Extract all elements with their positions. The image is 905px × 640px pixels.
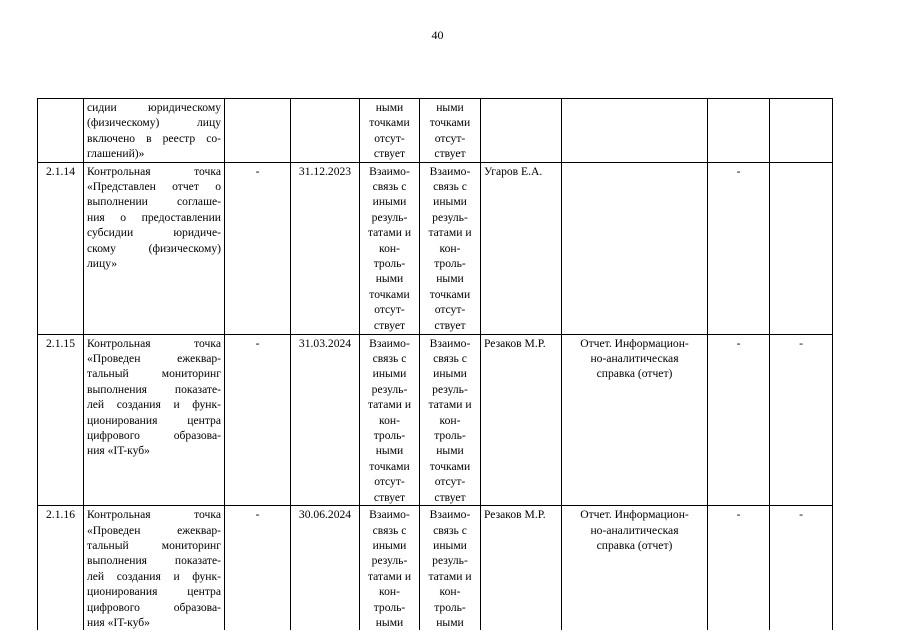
relation-cell [360, 334, 420, 505]
cell-line: Взаимо- [369, 336, 410, 350]
table-row [38, 334, 833, 505]
cell-line: связь с [372, 352, 407, 366]
cell-line: Контрольная точка [87, 336, 221, 350]
cell-line: субсидии юридиче- [87, 226, 221, 240]
dash-cell [708, 99, 770, 163]
cell-line: ными [436, 272, 464, 286]
deadline-date: 31.12.2023 [291, 162, 360, 334]
cell-line: выполнения показате- [87, 554, 221, 568]
cell-line: тальный мониторинг [87, 367, 221, 381]
responsible-person: Угаров Е.А. [481, 162, 562, 334]
dash-cell: - [708, 334, 770, 505]
cell-line: кон- [439, 413, 461, 427]
cell-line: отсут- [374, 475, 405, 489]
cell-line: но-аналитическая [590, 352, 679, 366]
document-type [562, 506, 708, 631]
cell-line: Взаимо- [429, 508, 471, 522]
cell-line: Отчет. Информацион- [580, 508, 689, 522]
relation-cell [420, 506, 481, 631]
control-point-name [84, 99, 225, 163]
cell-line: троль- [373, 429, 406, 443]
cell-line: скому (физическому) [87, 241, 221, 255]
cell-line: отсут- [374, 131, 405, 145]
cell-line: ствует [373, 490, 406, 504]
cell-line: резуль- [432, 382, 468, 396]
control-point-name [84, 334, 225, 505]
relation-cell [420, 334, 481, 505]
cell-line: лей создания и функ- [87, 569, 221, 583]
row-number: 2.1.16 [38, 506, 84, 631]
cell-line: ционирования центра [87, 585, 221, 599]
cell-line: Взаимо- [429, 336, 471, 350]
cell-line: татами и [428, 398, 472, 412]
cell-line: ствует [434, 147, 466, 161]
relation-cell [420, 99, 481, 163]
deadline-date: 30.06.2024 [291, 506, 360, 631]
relation-cell [420, 162, 481, 334]
cell-line: иными [372, 195, 407, 209]
cell-line: ными [375, 101, 404, 114]
cell-line: татами и [428, 226, 472, 240]
cell-line: Контрольная точка [87, 508, 221, 522]
cell-line: лей создания и функ- [87, 398, 221, 412]
cell-line: (физическому) лицу [87, 116, 221, 130]
cell-line: ствует [373, 318, 406, 332]
cell-line: Взаимо- [429, 164, 471, 178]
dash-cell: - [225, 506, 291, 631]
dash-cell [225, 99, 291, 163]
deadline-date: 31.03.2024 [291, 334, 360, 505]
cell-line: ными [375, 444, 404, 458]
deadline-date [291, 99, 360, 163]
cell-line: справка (отчет) [596, 538, 673, 552]
cell-line: татами и [428, 569, 472, 583]
cell-line: точками [369, 116, 410, 130]
page-number: 40 [431, 28, 444, 42]
cell-line: включено в реестр со- [87, 131, 221, 145]
cell-line: тальный мониторинг [87, 538, 221, 552]
cell-line: резуль- [432, 554, 468, 568]
cell-line: отсут- [374, 303, 405, 317]
cell-line: кон- [439, 585, 461, 599]
cell-line: точками [429, 116, 471, 130]
cell-line: троль- [434, 600, 466, 614]
cell-line: Взаимо- [369, 164, 410, 178]
cell-line: татами и [367, 226, 412, 240]
cell-line: резуль- [371, 382, 408, 396]
cell-line: кон- [439, 241, 461, 255]
relation-cell [360, 506, 420, 631]
cell-line: резуль- [371, 554, 408, 568]
cell-line: цифрового образова- [87, 600, 221, 614]
cell-line: лицу» [87, 257, 118, 271]
cell-line: троль- [434, 429, 466, 443]
control-point-name [84, 162, 225, 334]
dash-cell [770, 99, 833, 163]
cell-line: ния о предоставлении [87, 210, 221, 224]
row-number [38, 99, 84, 163]
cell-line: глашений)» [87, 147, 145, 161]
cell-line: иными [372, 538, 407, 552]
cell-line: Взаимо- [369, 508, 410, 522]
cell-line: ствует [434, 318, 466, 332]
document-type [562, 99, 708, 163]
row-number: 2.1.15 [38, 334, 84, 505]
cell-line: иными [433, 538, 467, 552]
cell-line: иными [433, 195, 467, 209]
cell-line: ствует [434, 490, 466, 504]
cell-line: ными [375, 615, 404, 629]
cell-line: троль- [434, 257, 466, 271]
cell-line: татами и [367, 569, 412, 583]
cell-line: троль- [373, 257, 406, 271]
cell-line: выполнения показате- [87, 382, 221, 396]
cell-line: отсут- [434, 131, 466, 145]
cell-line: «Проведен ежеквар- [87, 352, 221, 366]
control-point-name [84, 506, 225, 631]
cell-line: ционирования центра [87, 413, 221, 427]
cell-line: отсут- [434, 475, 466, 489]
dash-cell: - [708, 162, 770, 334]
responsible-person [481, 99, 562, 163]
table-row [38, 506, 833, 631]
dash-cell [770, 162, 833, 334]
control-points-table [37, 98, 833, 630]
dash-cell: - [708, 506, 770, 631]
table-row [38, 99, 833, 163]
dash-cell: - [225, 334, 291, 505]
cell-line: кон- [379, 241, 400, 255]
row-number: 2.1.14 [38, 162, 84, 334]
cell-line: цифрового образова- [87, 429, 221, 443]
table-body [38, 99, 833, 631]
cell-line: точками [429, 459, 471, 473]
document-type [562, 162, 708, 334]
cell-line: кон- [379, 585, 400, 599]
responsible-person: Резаков М.Р. [481, 334, 562, 505]
cell-line: точками [429, 287, 471, 301]
cell-line: «Проведен ежеквар- [87, 523, 221, 537]
cell-line: точками [369, 287, 410, 301]
cell-line: резуль- [432, 210, 468, 224]
cell-line: троль- [373, 600, 406, 614]
table-row [38, 162, 833, 334]
cell-line: но-аналитическая [590, 523, 679, 537]
cell-line: отсут- [434, 303, 466, 317]
cell-line: ния «IT-куб» [87, 444, 150, 458]
responsible-person: Резаков М.Р. [481, 506, 562, 631]
cell-line: ными [375, 272, 404, 286]
dash-cell: - [225, 162, 291, 334]
cell-line: ными [436, 444, 464, 458]
cell-line: Отчет. Информацион- [580, 336, 689, 350]
cell-line: сидии юридическому [87, 101, 221, 114]
document-type [562, 334, 708, 505]
cell-line: связь с [433, 180, 467, 194]
cell-line: связь с [372, 523, 407, 537]
relation-cell [360, 99, 420, 163]
relation-cell [360, 162, 420, 334]
cell-line: связь с [372, 180, 407, 194]
cell-line: ными [436, 101, 464, 114]
cell-line: «Представлен отчет о [87, 180, 221, 194]
cell-line: иными [433, 367, 467, 381]
cell-line: связь с [433, 523, 467, 537]
cell-line: ными [436, 615, 464, 629]
cell-line: Контрольная точка [87, 164, 221, 178]
cell-line: ствует [373, 147, 406, 161]
cell-line: ния «IT-куб» [87, 615, 150, 629]
cell-line: связь с [433, 352, 467, 366]
cell-line: выполнении соглаше- [87, 195, 221, 209]
cell-line: татами и [367, 398, 412, 412]
cell-line: иными [372, 367, 407, 381]
cell-line: кон- [379, 413, 400, 427]
cell-line: справка (отчет) [596, 367, 673, 381]
cell-line: точками [369, 459, 410, 473]
cell-line: резуль- [371, 210, 408, 224]
dash-cell: - [770, 334, 833, 505]
dash-cell: - [770, 506, 833, 631]
